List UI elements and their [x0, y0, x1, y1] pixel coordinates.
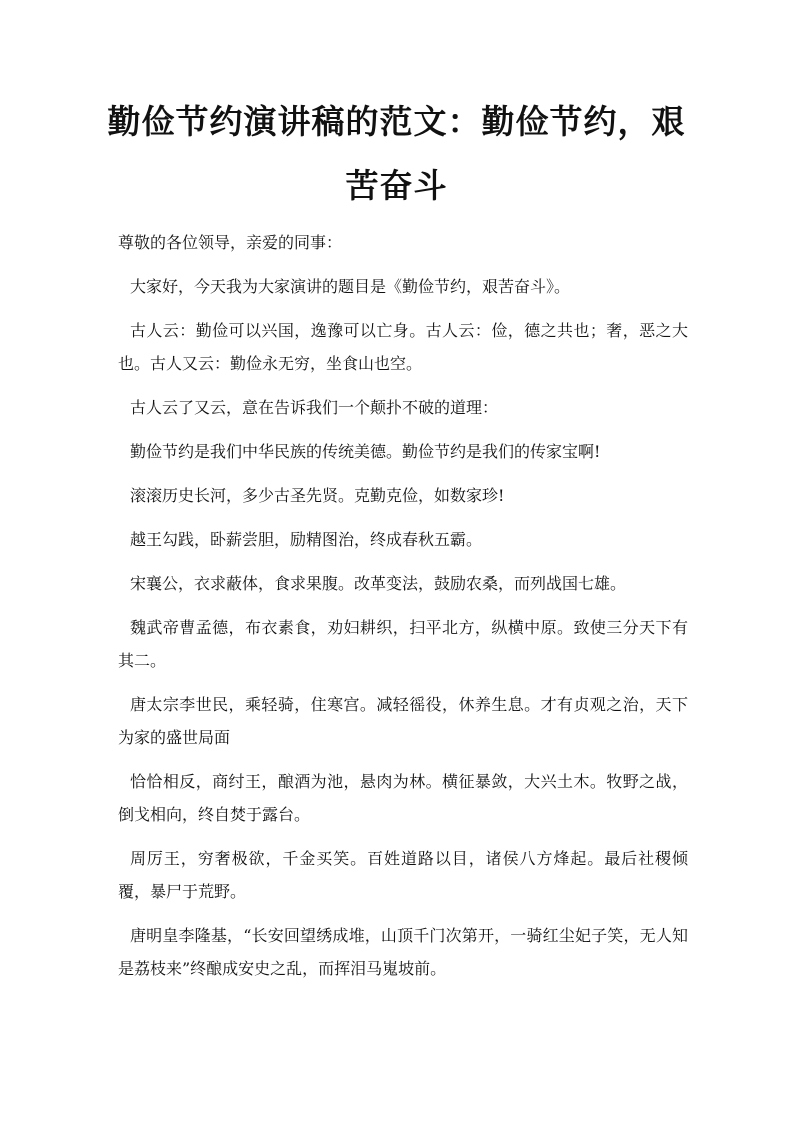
paragraph: 古人云了又云，意在告诉我们一个颠扑不破的道理：	[130, 398, 499, 417]
paragraph: 宋襄公，衣求蔽体，食求果腹。改革变法，鼓励农桑，而列战国七雄。	[130, 574, 627, 593]
paragraph: 唐太宗李世民，乘轻骑，住寒宫。减轻徭役，休养生息。才有贞观之治，天下为家的盛世局面	[118, 695, 688, 747]
salutation: 尊敬的各位领导，亲爱的同事：	[118, 233, 343, 252]
title-line-1: 勤俭节约演讲稿的范文：勤俭节约，艰	[107, 102, 686, 141]
paragraph: 勤俭节约是我们中华民族的传统美德。勤俭节约是我们的传家宝啊!	[130, 442, 601, 461]
paragraph: 古人云：勤俭可以兴国，逸豫可以亡身。古人云：俭，德之共也；奢，恶之大也。古人又云：勤俭永无穷，坐食山也空。	[118, 321, 688, 373]
paragraph: 魏武帝曹孟德，布衣素食，劝妇耕织，扫平北方，纵横中原。致使三分天下有其二。	[118, 618, 688, 670]
paragraph: 恰恰相反，商纣王，酿酒为池，悬肉为林。横征暴敛，大兴土木。牧野之战，倒戈相向，终自焚于露台。	[118, 772, 688, 824]
title-line-2: 苦奋斗	[345, 166, 448, 205]
paragraph: 大家好，今天我为大家演讲的题目是《勤俭节约，艰苦奋斗》。	[130, 277, 571, 296]
page-title	[100, 90, 693, 218]
speech-body	[118, 226, 688, 996]
paragraph: 滚滚历史长河，多少古圣先贤。克勤克俭，如数家珍!	[130, 486, 505, 505]
paragraph: 越王勾践，卧薪尝胆，励精图治，终成春秋五霸。	[130, 530, 483, 549]
paragraph: 唐明皇李隆基，“长安回望绣成堆，山顶千门次第开，一骑红尘妃子笑，无人知是荔枝来”终酿成安史之乱，而挥泪马嵬坡前。	[118, 926, 688, 978]
paragraph: 周厉王，穷奢极欲，千金买笑。百姓道路以目，诸侯八方烽起。最后社稷倾覆，暴尸于荒野。	[118, 849, 688, 901]
